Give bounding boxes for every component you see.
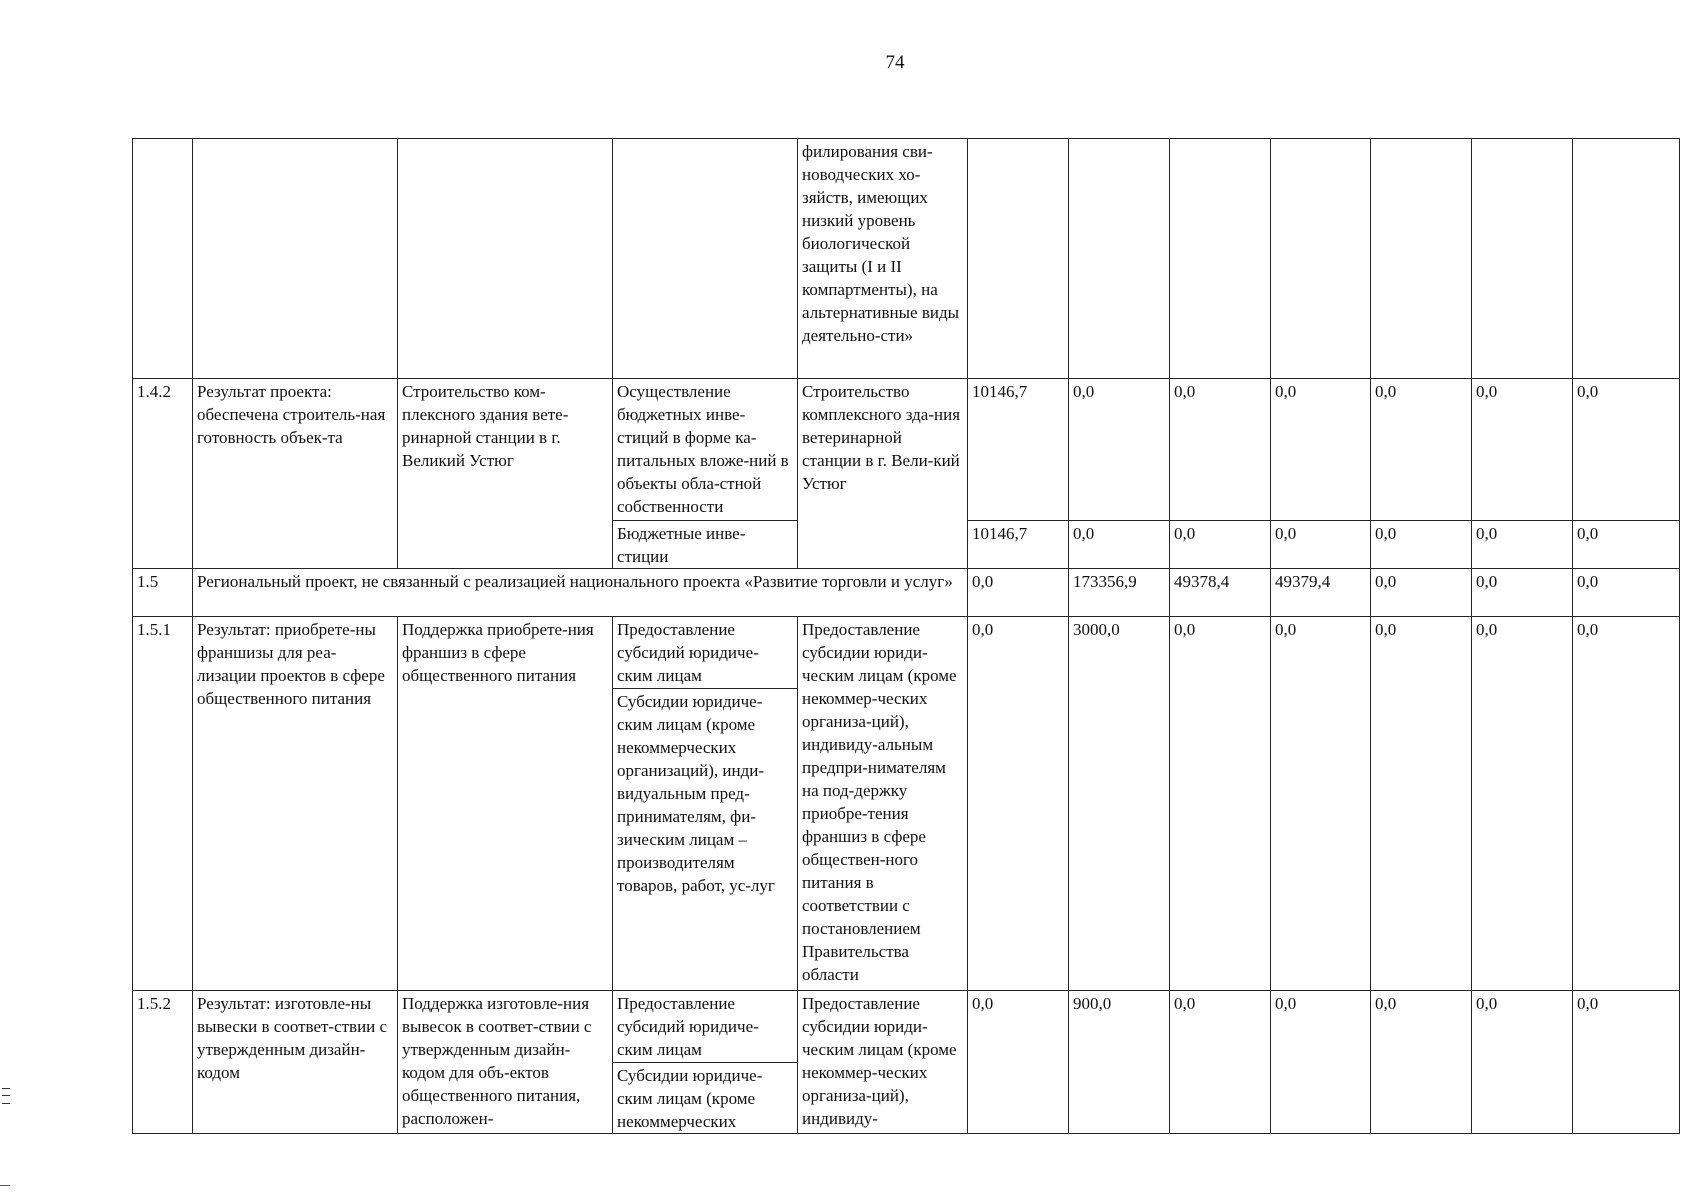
value-cell: 3000,0 (1069, 617, 1170, 991)
value-cell: 0,0 (1573, 991, 1680, 1134)
value-cell: 10146,7 (968, 379, 1069, 521)
value-cell: 0,0 (1573, 521, 1680, 569)
result-cell: Результат: изготовле-ны вывески в соответ-ствии с утвержденным дизайн-кодом (193, 991, 398, 1134)
value-cell: 0,0 (1170, 617, 1271, 991)
value-cell: 49378,4 (1170, 569, 1271, 617)
value-cell: 49379,4 (1271, 569, 1371, 617)
activity-cell: Субсидии юридиче-ским лицам (кроме некоммерческих (613, 1063, 798, 1134)
result-cell: Результат проекта: обеспечена строитель-ная готовность объек-та (193, 379, 398, 569)
table-row (133, 617, 1680, 689)
table-row (133, 379, 1680, 521)
description-cell: филирования сви-новодческих хо-зяйств, имеющих низкий уровень биологической защиты (I и II компартменты), на альтернативные виды деятельно-сти» (798, 139, 968, 379)
activity-cell: Субсидии юридиче-ским лицам (кроме некоммерческих организаций), инди-видуальным пред-принимателям, фи-зическим лицам – производителям товаров, работ, ус-луг (613, 689, 798, 991)
budget-table (132, 138, 1680, 1134)
description-cell: Строительство комплексного зда-ния ветеринарной станции в г. Вели-кий Устюг (798, 379, 968, 569)
value-cell: 0,0 (968, 991, 1069, 1134)
value-cell: 0,0 (1371, 569, 1472, 617)
activity-cell: Предоставление субсидий юридиче-ским лицам (613, 617, 798, 689)
value-cell: 0,0 (1371, 991, 1472, 1134)
margin-mark (2, 1088, 10, 1104)
value-cell: 0,0 (1472, 617, 1573, 991)
section-title: Региональный проект, не связанный с реализацией национального проекта «Развитие торговли и услуг» (193, 569, 968, 617)
row-code: 1.5.1 (133, 617, 193, 991)
value-cell: 173356,9 (1069, 569, 1170, 617)
value-cell: 0,0 (968, 617, 1069, 991)
activity-cell: Осуществление бюджетных инве-стиций в форме ка-питальных вложе-ний в объекты обла-стной собственности (613, 379, 798, 521)
table-row (133, 139, 1680, 379)
value-cell: 0,0 (1271, 617, 1371, 991)
task-cell: Строительство ком-плексного здания вете-ринарной станции в г. Великий Устюг (398, 379, 613, 569)
activity-cell: Предоставление субсидий юридиче-ским лицам (613, 991, 798, 1063)
value-cell: 0,0 (1573, 617, 1680, 991)
task-cell: Поддержка изготовле-ния вывесок в соответ-ствии с утвержденным дизайн-кодом для объ-ектов общественного питания, расположен- (398, 991, 613, 1134)
value-cell: 0,0 (1271, 521, 1371, 569)
row-code: 1.4.2 (133, 379, 193, 569)
table-row (133, 569, 1680, 617)
value-cell: 0,0 (1472, 991, 1573, 1134)
value-cell: 0,0 (1170, 991, 1271, 1134)
page-number: 74 (885, 52, 905, 73)
value-cell: 0,0 (1371, 379, 1472, 521)
value-cell: 0,0 (1573, 379, 1680, 521)
value-cell: 0,0 (1271, 379, 1371, 521)
row-code: 1.5.2 (133, 991, 193, 1134)
value-cell: 0,0 (1170, 379, 1271, 521)
value-cell: 0,0 (1573, 569, 1680, 617)
value-cell: 0,0 (1069, 379, 1170, 521)
value-cell: 0,0 (1371, 521, 1472, 569)
value-cell: 900,0 (1069, 991, 1170, 1134)
value-cell: 0,0 (1472, 521, 1573, 569)
activity-cell: Бюджетные инве-стиции (613, 521, 798, 569)
description-cell: Предоставление субсидии юриди-ческим лицам (кроме некоммер-ческих организа-ций), индивиду- (798, 991, 968, 1134)
table-row (133, 991, 1680, 1063)
value-cell: 0,0 (1472, 569, 1573, 617)
value-cell: 0,0 (968, 569, 1069, 617)
value-cell: 0,0 (1271, 991, 1371, 1134)
description-cell: Предоставление субсидии юриди-ческим лицам (кроме некоммер-ческих организа-ций), индивиду-альным предпри-нимателям на под-держку приобре-тения франшиз в сфере обществен-ного питания в соответствии с постановлением Правительства области (798, 617, 968, 991)
value-cell: 10146,7 (968, 521, 1069, 569)
result-cell: Результат: приобрете-ны франшизы для реа-лизации проектов в сфере общественного питания (193, 617, 398, 991)
value-cell: 0,0 (1472, 379, 1573, 521)
row-code: 1.5 (133, 569, 193, 617)
value-cell: 0,0 (1170, 521, 1271, 569)
margin-dash (0, 1185, 10, 1186)
value-cell: 0,0 (1069, 521, 1170, 569)
task-cell: Поддержка приобрете-ния франшиз в сфере общественного питания (398, 617, 613, 991)
value-cell: 0,0 (1371, 617, 1472, 991)
